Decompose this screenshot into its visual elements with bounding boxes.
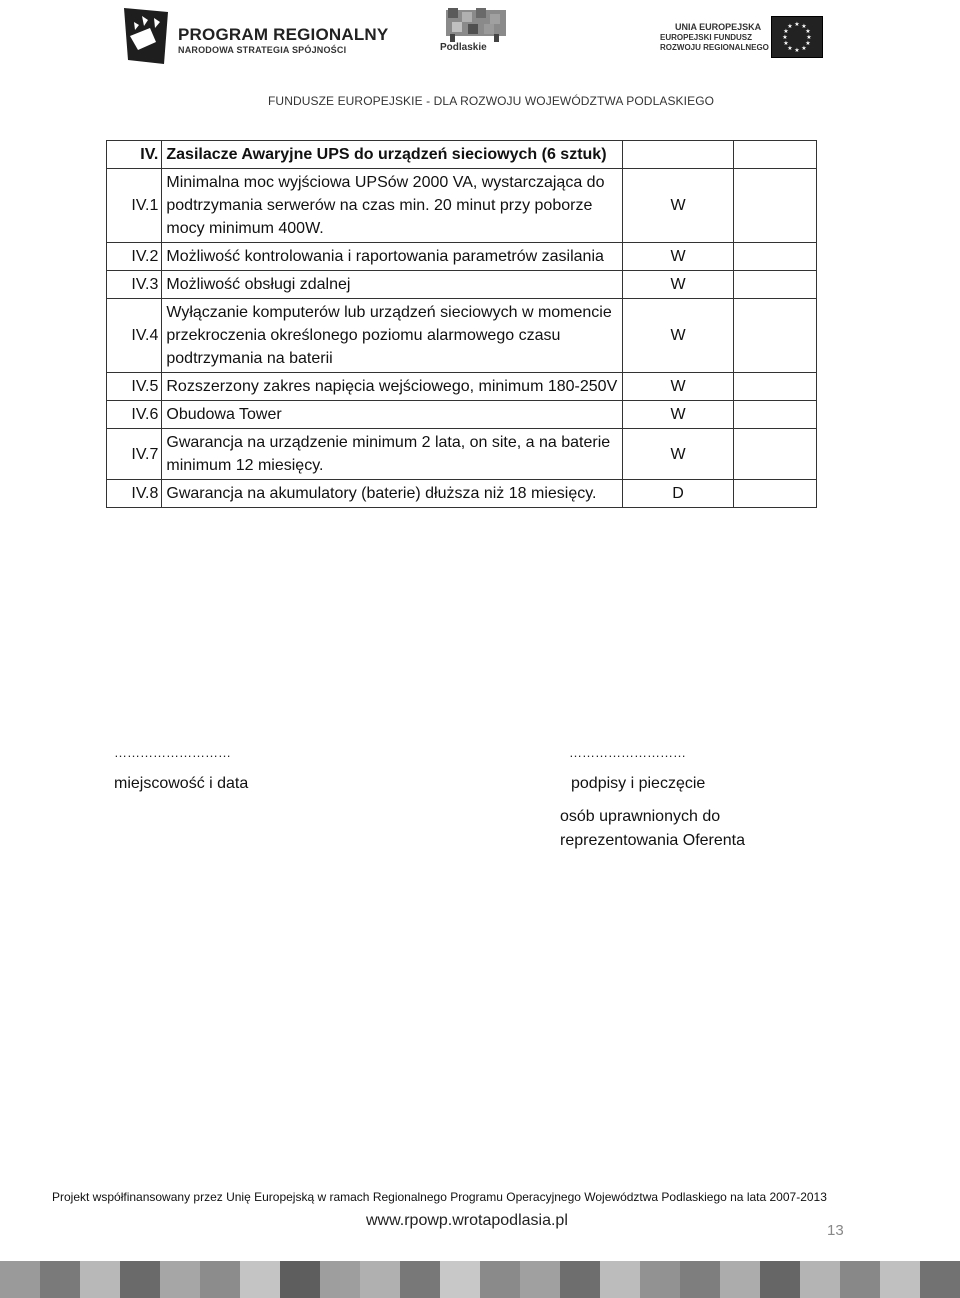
eu-logo (660, 16, 830, 62)
row-number: IV.8 (107, 480, 162, 508)
svg-text:★: ★ (794, 47, 800, 54)
strip-tile (760, 1261, 800, 1298)
svg-text:★: ★ (787, 23, 793, 30)
row-number: IV.4 (107, 299, 162, 373)
strip-tile (680, 1261, 720, 1298)
row-blank-cell (734, 401, 817, 429)
strip-tile (480, 1261, 520, 1298)
strip-tile (360, 1261, 400, 1298)
row-number: IV.6 (107, 401, 162, 429)
row-number: IV.2 (107, 243, 162, 271)
row-number: IV.1 (107, 169, 162, 243)
signature-dots: ……………………… (569, 745, 686, 760)
row-number: IV.3 (107, 271, 162, 299)
section-number: IV. (107, 141, 162, 169)
footer-website: www.rpowp.wrotapodlasia.pl (366, 1212, 568, 1229)
place-date-label: miejscowość i data (114, 775, 249, 792)
row-number: IV.7 (107, 429, 162, 480)
strip-tile (560, 1261, 600, 1298)
strip-tile (840, 1261, 880, 1298)
table-row (107, 169, 817, 243)
table-row (107, 401, 817, 429)
svg-text:★: ★ (805, 28, 811, 35)
row-requirement: W (622, 429, 734, 480)
bison-icon (438, 4, 518, 44)
strip-tile (920, 1261, 960, 1298)
signature-label: podpisy i pieczęcie (571, 775, 706, 792)
row-blank-cell (734, 299, 817, 373)
eu-logo-line3: ROZWOJU REGIONALNEGO (660, 43, 769, 52)
strip-tile (720, 1261, 760, 1298)
row-requirement: W (622, 373, 734, 401)
strip-tile (200, 1261, 240, 1298)
strip-tile (400, 1261, 440, 1298)
row-description: Gwarancja na akumulatory (baterie) dłuższa niż 18 miesięcy. (162, 480, 622, 508)
svg-text:★: ★ (783, 28, 789, 35)
logo-left-title: PROGRAM REGIONALNY (178, 25, 389, 44)
logo-mid-label: Podlaskie (440, 42, 487, 53)
row-requirement: W (622, 271, 734, 299)
section-title: Zasilacze Awaryjne UPS do urządzeń sieciowych (6 sztuk) (162, 141, 622, 169)
row-blank-cell (734, 480, 817, 508)
row-blank-cell (734, 429, 817, 480)
strip-tile (320, 1261, 360, 1298)
svg-text:★: ★ (787, 45, 793, 52)
row-number: IV.5 (107, 373, 162, 401)
row-description: Rozszerzony zakres napięcia wejściowego, minimum 180-250V (162, 373, 622, 401)
strip-tile (440, 1261, 480, 1298)
strip-tile (600, 1261, 640, 1298)
strip-tile (80, 1261, 120, 1298)
strip-tile (800, 1261, 840, 1298)
row-description: Możliwość obsługi zdalnej (162, 271, 622, 299)
eu-logo-line1: UNIA EUROPEJSKA (675, 22, 762, 32)
header-tagline: FUNDUSZE EUROPEJSKIE - DLA ROZWOJU WOJEWÓDZTWA PODLASKIEGO (268, 94, 715, 108)
podlaskie-logo (438, 4, 518, 58)
signature-label-line3: reprezentowania Oferenta (560, 832, 745, 849)
eu-logo-line2: EUROPEJSKI FUNDUSZ (660, 33, 753, 42)
strip-tile (280, 1261, 320, 1298)
row-requirement: W (622, 401, 734, 429)
strip-tile (160, 1261, 200, 1298)
strip-tile (40, 1261, 80, 1298)
program-regionalny-emblem-icon (120, 6, 172, 66)
strip-tile (240, 1261, 280, 1298)
table-row (107, 271, 817, 299)
svg-text:★: ★ (805, 40, 811, 47)
signature-label-line2: osób uprawnionych do (560, 808, 721, 825)
table-row (107, 299, 817, 373)
row-description: Gwarancja na urządzenie minimum 2 lata, on site, a na baterie minimum 12 miesięcy. (162, 429, 622, 480)
footer-project-note: Projekt współfinansowany przez Unię Europejską w ramach Regionalnego Programu Operacyjnego Województwa Podlaskiego na lata 2007-2013 (52, 1190, 827, 1204)
row-blank-cell (734, 271, 817, 299)
row-description: Możliwość kontrolowania i raportowania parametrów zasilania (162, 243, 622, 271)
strip-tile (520, 1261, 560, 1298)
svg-text:★: ★ (783, 40, 789, 47)
row-requirement: W (622, 243, 734, 271)
table-row (107, 429, 817, 480)
svg-text:★: ★ (794, 21, 800, 28)
table-row (107, 373, 817, 401)
section-requirement-cell (622, 141, 734, 169)
decorative-footer-strip (0, 1261, 960, 1298)
row-requirement: W (622, 169, 734, 243)
place-date-dots: ……………………… (114, 745, 231, 760)
table-row (107, 480, 817, 508)
row-requirement: D (622, 480, 734, 508)
row-blank-cell (734, 169, 817, 243)
strip-tile (0, 1261, 40, 1298)
svg-text:★: ★ (782, 34, 788, 41)
page-number: 13 (827, 1222, 844, 1239)
row-description: Wyłączanie komputerów lub urządzeń sieciowych w momencie przekroczenia określonego poziomu alarmowego czasu podtrzymania na baterii (162, 299, 622, 373)
program-regionalny-logo (120, 6, 389, 68)
svg-text:★: ★ (806, 34, 812, 41)
row-description: Minimalna moc wyjściowa UPSów 2000 VA, wystarczająca do podtrzymania serwerów na czas min. 20 minut przy poborze mocy minimum 400W. (162, 169, 622, 243)
section-blank-cell (734, 141, 817, 169)
row-blank-cell (734, 243, 817, 271)
strip-tile (640, 1261, 680, 1298)
strip-tile (880, 1261, 920, 1298)
strip-tile (120, 1261, 160, 1298)
svg-text:★: ★ (801, 23, 807, 30)
specification-table (106, 140, 817, 508)
logo-left-subtitle: NARODOWA STRATEGIA SPÓJNOŚCI (178, 45, 347, 55)
row-description: Obudowa Tower (162, 401, 622, 429)
eu-flag-icon (771, 16, 823, 58)
row-requirement: W (622, 299, 734, 373)
table-row (107, 243, 817, 271)
svg-text:★: ★ (801, 45, 807, 52)
row-blank-cell (734, 373, 817, 401)
table-section-row (107, 141, 817, 169)
